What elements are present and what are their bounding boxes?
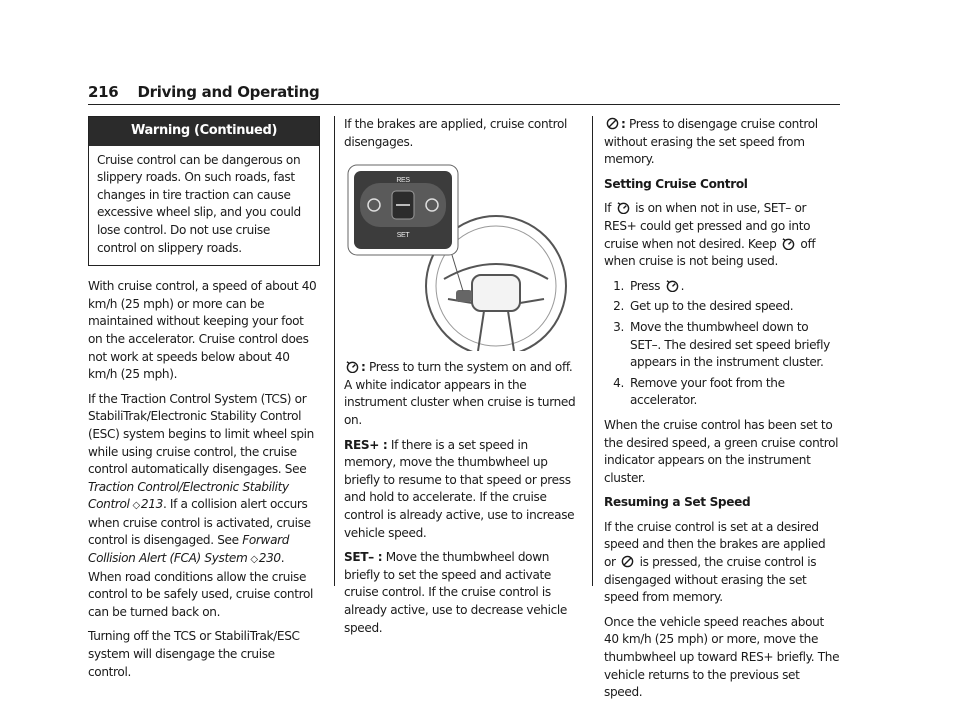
column-divider [334,116,335,586]
list-item: 3. Move the thumbwheel down to SET–. The desired set speed briefly appears in the instrument cluster. [613,319,830,370]
paragraph: Once the vehicle speed reaches about 40 km/h (25 mph) or more, move the thumbwheel up toward RES+ briefly. The vehicle returns to the previous set speed. [604,614,840,700]
paragraph: If is on when not in use, SET– or RES+ could get pressed and go into cruise when not desired. Keep off when cruise is not being used. [604,201,816,269]
paragraph: When the cruise control has been set to the desired speed, a green cruise control indicator appears on the instrument cluster. [604,417,839,485]
warning-body: Cruise control can be dangerous on slippery roads. On such roads, fast changes in tire traction can cause excessive wheel slip, and you could lose control. Do not use cruise control on slippery roads. [97,152,301,255]
steps-list [604,278,840,410]
list-item: 1. Press . [613,278,685,293]
cross-reference-link[interactable]: Traction Control/Electronic Stability Control [88,479,289,512]
warning-box [88,116,320,266]
page-reference-icon: ◇ [132,500,140,512]
column-2 [344,116,576,644]
cruise-control-icon [617,201,630,214]
page-header [88,82,840,105]
paragraph: Turning off the TCS or StabiliTrak/ESC system will disengage the cruise control. [88,629,300,679]
res-label: RES [396,177,410,185]
section-title: Driving and Operating [137,83,320,101]
cruise-cancel-icon [621,555,634,568]
cross-reference-link[interactable]: Forward Collision Alert (FCA) System [88,533,290,566]
page-reference-number[interactable]: 213 [140,497,163,512]
cruise-control-icon [782,237,795,250]
cruise-control-icon [346,360,359,373]
definition-res: RES+ : If there is a set speed in memory, move the thumbwheel up briefly to resume to that speed or press and hold to accelerate. If the cruise control is already active, use to increase vehicle speed. [344,437,575,540]
cruise-control-icon [666,279,679,292]
list-item: 2. Get up to the desired speed. [613,299,794,314]
heading-resuming-set-speed: Resuming a Set Speed [604,495,751,510]
page-reference-icon: ◇ [250,554,258,566]
definition-cancel: : Press to disengage cruise control without erasing the set speed from memory. [604,117,818,167]
page-number: 216 [88,83,119,101]
warning-title: Warning (Continued) [89,117,319,146]
paragraph: If the brakes are applied, cruise control disengages. [344,117,568,149]
column-1 [88,116,320,688]
definition-on-off: : Press to turn the system on and off. A white indicator appears in the instrument cluster when cruise is turned on. [344,360,576,427]
paragraph: If the Traction Control System (TCS) or StabiliTrak/Electronic Stability Control (ESC) system begins to limit wheel spin while using cruise control, the cruise control automatically disengages. See Traction Control/Electronic Stability Control ◇213. If a collision alert occurs when cruise control is activated, cruise control is disengaged. See Forward Collision Alert (FCA) System ◇230. When road conditions allow the cruise control to be safely used, cruise control can be turned back on. [88,391,314,619]
heading-setting-cruise-control: Setting Cruise Control [604,176,748,191]
column-divider [592,116,593,586]
steering-wheel-svg [344,161,576,351]
list-item: 4. Remove your foot from the accelerator. [613,375,785,408]
definition-set: SET– : Move the thumbwheel down briefly to set the speed and activate cruise control. If the cruise control is already active, use to decrease vehicle speed. [344,550,568,635]
cruise-cancel-icon [606,117,619,130]
paragraph: With cruise control, a speed of about 40 km/h (25 mph) or more can be maintained without keeping your foot on the accelerator. Cruise control does not work at speeds below about 40 km/h (25 mph). [88,279,317,382]
control-cluster-marker [456,290,472,302]
steering-wheel-illustration [344,161,576,351]
set-label: SET [396,232,410,240]
paragraph: If the cruise control is set at a desired speed and then the brakes are applied or is pressed, the cruise control is disengaged without erasing the set speed from memory. [604,519,826,605]
column-3 [604,116,840,709]
page-reference-number[interactable]: 230 [258,551,281,566]
